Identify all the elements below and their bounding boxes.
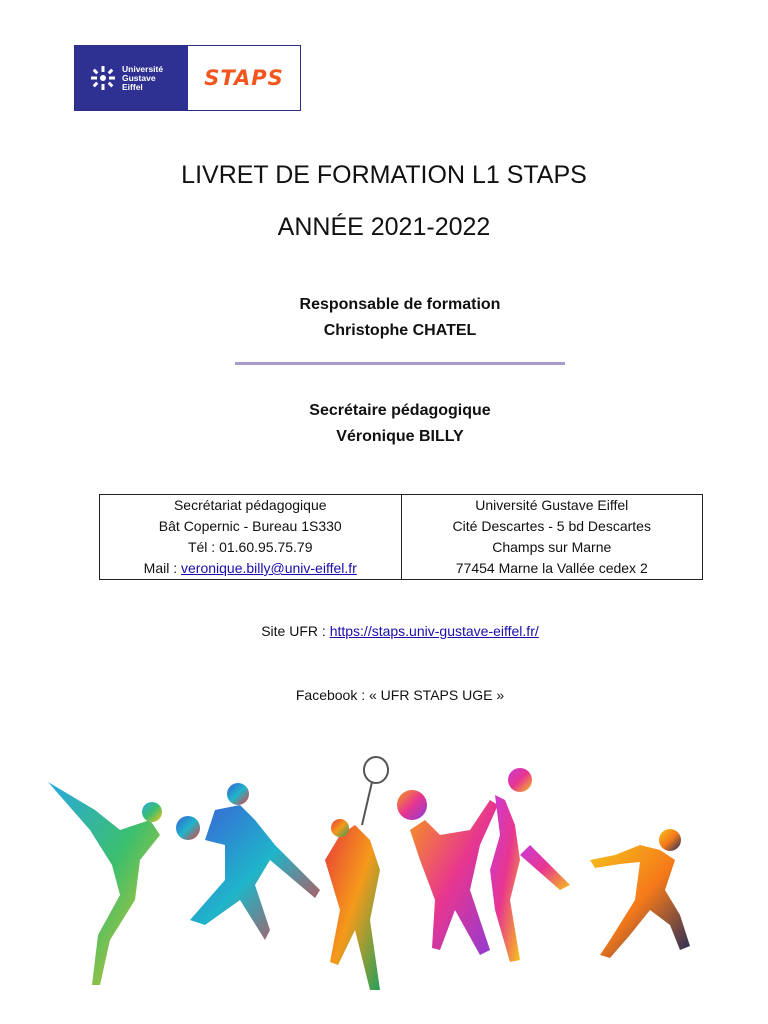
- athlete-volleyball-figure: [48, 782, 162, 985]
- secretaire-role: Secrétaire pédagogique: [309, 402, 491, 419]
- email-link[interactable]: veronique.billy@univ-eiffel.fr: [181, 560, 357, 576]
- university-logo: [75, 46, 188, 110]
- facebook-line: Facebook : « UFR STAPS UGE »: [295, 687, 505, 703]
- document-title: LIVRET DE FORMATION L1 STAPS: [181, 161, 587, 189]
- address-city: Champs sur Marne: [492, 539, 612, 555]
- athlete-volleyball-serve-figure: [490, 768, 570, 962]
- sports-illustration: [40, 750, 730, 1000]
- secretaire-name: Véronique BILLY: [336, 428, 464, 445]
- contact-table: [99, 494, 703, 580]
- logo-banner: [74, 45, 301, 111]
- table-row: [100, 495, 703, 580]
- secretaire-block: [0, 398, 768, 450]
- university-mark-icon: [89, 64, 117, 92]
- university-logo-line: Eiffel: [122, 81, 143, 92]
- staps-logo-text: STAPS: [204, 66, 284, 90]
- responsable-name: Christophe CHATEL: [323, 322, 477, 339]
- address-street: Cité Descartes - 5 bd Descartes: [452, 518, 651, 534]
- site-label: Site UFR :: [261, 623, 330, 639]
- site-link[interactable]: https://staps.univ-gustave-eiffel.fr/: [329, 623, 539, 639]
- address-postcode: 77454 Marne la Vallée cedex 2: [455, 560, 648, 576]
- contact-secretariat-cell: [100, 495, 402, 580]
- responsable-block: [0, 292, 768, 344]
- university-logo-line: Université: [122, 63, 164, 74]
- athlete-basketball-figure: [397, 790, 498, 955]
- athlete-tennis-figure: [325, 757, 388, 990]
- athlete-soccer-figure: [176, 783, 320, 940]
- university-logo-text: [122, 65, 163, 92]
- section-divider: [235, 362, 565, 365]
- site-line: [0, 623, 768, 639]
- contact-address-cell: [401, 495, 703, 580]
- secretariat-mail: [100, 558, 401, 579]
- staps-logo: [188, 46, 300, 110]
- document-year: ANNÉE 2021-2022: [277, 213, 491, 241]
- secretariat-office: Bât Copernic - Bureau 1S330: [158, 518, 342, 534]
- secretariat-title: Secrétariat pédagogique: [173, 497, 327, 513]
- athlete-runner-figure: [590, 829, 690, 958]
- address-institution: Université Gustave Eiffel: [475, 497, 629, 513]
- secretariat-phone: Tél : 01.60.95.75.79: [187, 539, 313, 555]
- mail-label: Mail :: [143, 560, 181, 576]
- university-logo-line: Gustave: [122, 72, 156, 83]
- responsable-role: Responsable de formation: [299, 296, 501, 313]
